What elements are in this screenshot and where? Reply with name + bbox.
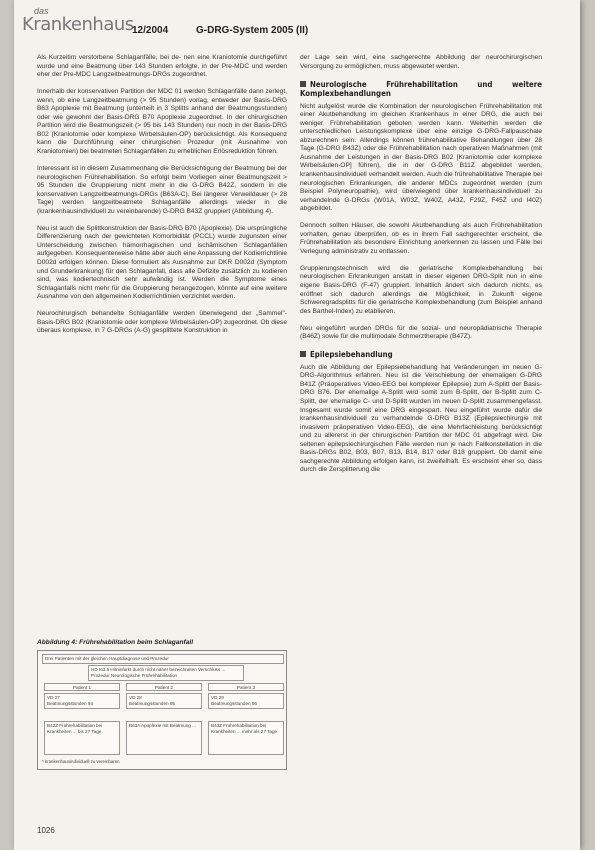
figure-caption: Abbildung 4: Frührehabilitation beim Schlaganfall — [37, 639, 194, 646]
patient-1-label: Patient 1 — [44, 683, 120, 691]
patient-1-beat: Beatmungsstunden 94 — [47, 700, 93, 706]
paragraph: Interessant ist in diesem Zusammenhang die Berücksichtigung der Beatmung bei der neurologischen Frührehabilitation. So erfolgt beim Vorliegen einer Beatmungszeit > 95 Stunden die Gruppierung nicht mehr in die G-DRG B42Z, sondern in die konservativen Langzeitbeatmungs-DRGs (B63A-C). Bei längerer Verweildauer (> 28 Tage) werden langzeitbeatmete Schlaganfälle allerdings wieder in die (krankenhausindividuell zu vereinbarende) G-DRG B43Z gruppiert (Abbildung 4). — [37, 165, 287, 215]
paragraph: Auch die Abbildung der Epilepsiebehandlung hat Veränderungen im neuen G-DRG-Algorithmus erfahren. Neu ist die Verschiebung der ehemaligen G-DRG B41Z (Präoperatives Video-EEG bei komplexer Epilepsie) zum A-Splitt der Basis-DRG B76. Der ehemalige A-Splitt wird somit zum B-Splitt, der B-Splitt zum C-Splitt, der ehemalige C- und D-Splitt wurden im neuen D-Splitt zusammengefasst. Insgesamt wurde somit eine DRG eingespart. Neu eingeführt wurde dafür die krankenhausindividuell zu verhandelnde G-DRG B13Z (Epilepsiechirurgie mit invasivem präoperativen Video-EEG), die eine Mehrfachleistung berücksichtigt und zu allererst in der chirurgischen Partition der MDC 01 abgefragt wird. Die seltenen epilepsiechirurgischen Fälle werden nun je nach Fallkonstellation in die Basis-DRGs B02, B03, B07, B13, B14, B17 oder B18 gruppiert. Ob damit eine sachgerechte Abbildung erfolgen kann, ist zweifelhaft. Es erscheint eher so, dass durch die Zersplitterung die — [300, 363, 542, 474]
patient-1-vd: VD 27 — [47, 695, 60, 700]
journal-logo: Krankenhaus — [22, 14, 134, 35]
square-bullet-icon — [300, 351, 306, 357]
paragraph: Nicht aufgelöst wurde die Kombination der neurologischen Frührehabilitation mit einer Akutbehandlung im gleichen Krankenhaus in einer DRG, die auch bei weniger Frührehabilitation geboten werden kann. Weiterhin werden die unterschiedlichen Leistungskomplexe über eine einzige G-DRG-Fallpauschale abzurechnen sein. Allerdings können frührehabilitative Behandlungen über 28 Tage (G-DRG B43Z) oder die Frührehabilitation nach operativen Maßnahmen (mit Ausnahme der Leistungen in der Basis-DRG B02 [Kraniotomie oder komplexe Wirbelsäulen-OP] führen), die in der G-DRG B11Z abgebildet werden, krankenhausindividuell verhandelt werden. Auch die frührehabilitative Therapie bei neurologischen Erkrankungen, die anderer MDCs zugeordnet werden (zum Beispiel Polyneuropathie), wird überwiegend über krankenhausindividuell zu verhandelnde G-DRGs (W01A, W03Z, W40Z, A43Z, F29Z, F45Z und I40Z) abgebildet. — [300, 102, 542, 213]
proc-text: Neurologische Frührehabilitation — [110, 672, 178, 678]
paragraph: Innerhalb der konservativen Partition der MDC 01 werden Schlaganfälle dann zerlegt, wenn, ob eine Langzeitbeatmung (> 95 Stunden) vorlag, entweder der Basis-DRG B63 Apoplexie mit Beatmung (unterteilt in 3 Splitts anhand der Beatmungsstunden) oder wie gewohnt der Basis-DRG B70 Apoplexie zugeordnet. In der chirurgischen Partition wird die Beatmungszeit (> 95 bis 143 Stunden) nur noch in der Basis-DRG B02 (Kraniotomie oder komplexe Wirbelsäulen-OP) berücksichtigt. Als Konsequenz kann die Durchführung einer chirurgischen Prozedur (mit Ausnahme von Kraniotomien) bei beatmeten Schlaganfällen zu erheblichen Erlösreduktion führen. — [37, 88, 287, 155]
patient-3-vd: VD 29 — [211, 695, 224, 700]
hd-label: HD — [91, 667, 98, 672]
paragraph: Neu eingeführt wurden DRGs für die sozial- und neuropädiatrische Therapie (B46Z) sowie für die multimodale Schmerztherapie (B47Z). — [300, 324, 542, 341]
patient-2-label: Patient 2 — [126, 683, 202, 691]
section-heading — [300, 350, 542, 360]
issue-number: 12/2004 — [132, 25, 169, 36]
figure-4 — [37, 650, 287, 770]
left-column — [37, 54, 287, 344]
figure-hd-box — [88, 665, 244, 681]
paragraph: der Lage sein wird, eine sachgerechte Abbildung der neurochirurgischen Versorgung zu ermöglichen, muss abgewartet werden. — [300, 54, 542, 70]
page-header — [14, 0, 580, 42]
heading-text: Epilepsiebehandlung — [310, 350, 393, 360]
patient-2-data — [126, 693, 202, 709]
proc-label: Prozedur — [91, 672, 110, 678]
result-box-3: B43Z Frührehabilitation bei Krankheiten ... mehr als 27 Tage — [208, 721, 284, 755]
paragraph: Als Kurzeitim verstorbene Schlaganfälle, bei de- nen eine Kraniotomie durchgeführt wurde und eine Beatmung über 143 Stunden erfolgte, in der Pre-MDC und werden eher der Pre-MDC Langzeitbeatmungs-DRGs zugeordnet. — [37, 54, 287, 79]
page-number: 1026 — [37, 826, 55, 835]
paragraph: Dennoch sollten Häuser, die sowohl Akutbehandlung als auch Frührehabilitation vorhalten, genau überprüfen, ob es in ihrem Fall sachgerechter erscheint, die Frührehabilitation als besondere Einrichtung anerkennen zu lassen und Fälle bei Verlegung administrativ zu entlassen. — [300, 222, 542, 255]
square-bullet-icon — [300, 81, 306, 87]
section-heading — [300, 80, 542, 99]
paragraph: Neurochirurgisch behandelte Schlaganfälle werden überwiegend der „Sammel"-Basis-DRG B02 (Kraniotomie oder komplexe Wirbelsäulen-OP) zugeordnet. Ob diese überaus komplexe, in 7 G-DRGs (A-G) gesplittete Konstruktion in — [37, 310, 287, 335]
hd-text: I63.5 Hirninfarkt durch nicht näher bezeichneten Verschluss ... — [98, 667, 226, 672]
paragraph: Neu ist auch die Splittkonstruktion der Basis-DRG B70 (Apoplexie). Die ursprüngliche Differenzierung nach der gewichteten Komorbidität (PCCL) wurde zugunsten einer Unterscheidung zwischen hämorrhagischen und ischämischen Schlaganfällen aufgegeben. Konsequenterweise hätte aber auch eine Anpassung der Kodierrichtlinie D002d erfolgen können. Diese formuliert als Ausnahme zur DKR D002d (Symptom und Grunderkrankung) für den Schlaganfall, dass alle Defizite zusätzlich zu kodieren sind, was kodiertechnisch sehr aufwändig ist. Werden die Symptome eines Schlaganfalls nicht mehr für die Gruppierung herangezogen, könnte auf eine weitere Ausnahme von den allgemeinen Kodierrichtlinien verzichtet werden. — [37, 224, 287, 301]
figure-footnote: * krankenhausindividuell zu vereinbaren — [42, 759, 120, 764]
patient-2-vd: VD 28 — [129, 695, 142, 700]
result-box-1: B42Z Frührehabilitation bei Krankheiten ... bis 27 Tage — [44, 721, 120, 755]
section-title: G-DRG-System 2005 (II) — [196, 25, 309, 36]
logo-small-text: das — [34, 6, 49, 16]
heading-text: Neurologische Frührehabilitation und weitere Komplexbehandlungen — [300, 79, 542, 99]
patient-3-beat: Beatmungsstunden 96 — [211, 700, 257, 706]
patient-3-label: Patient 3 — [208, 683, 284, 691]
paragraph: Gruppierungstechnisch wird die geriatrische Komplexbehandlung bei neurologischen Erkrankungen anstatt in dieser eigenen DRG-Split nun in eine eigene Basis-DRG (F-47) gruppiert. Inhaltlich ändert sich dadurch nichts, es eröffnet sich dadurch allerdings die Möglichkeit, in Zukunft eigene Schweregradsplitts für die geriatrische Komplexbehandlung (zum Beispiel anhand des Barthel-Index) zu etablieren. — [300, 264, 542, 315]
patient-1-data — [44, 693, 120, 709]
result-box-2: B63A Apoplexie mit Beatmung ... — [126, 721, 202, 755]
patient-2-beat: Beatmungsstunden 95 — [129, 700, 175, 706]
patient-3-data — [208, 693, 284, 709]
right-column — [300, 54, 542, 483]
figure-top-box: Drei Patienten mit der gleichen Hauptdiagnose und Prozedur — [42, 654, 284, 664]
